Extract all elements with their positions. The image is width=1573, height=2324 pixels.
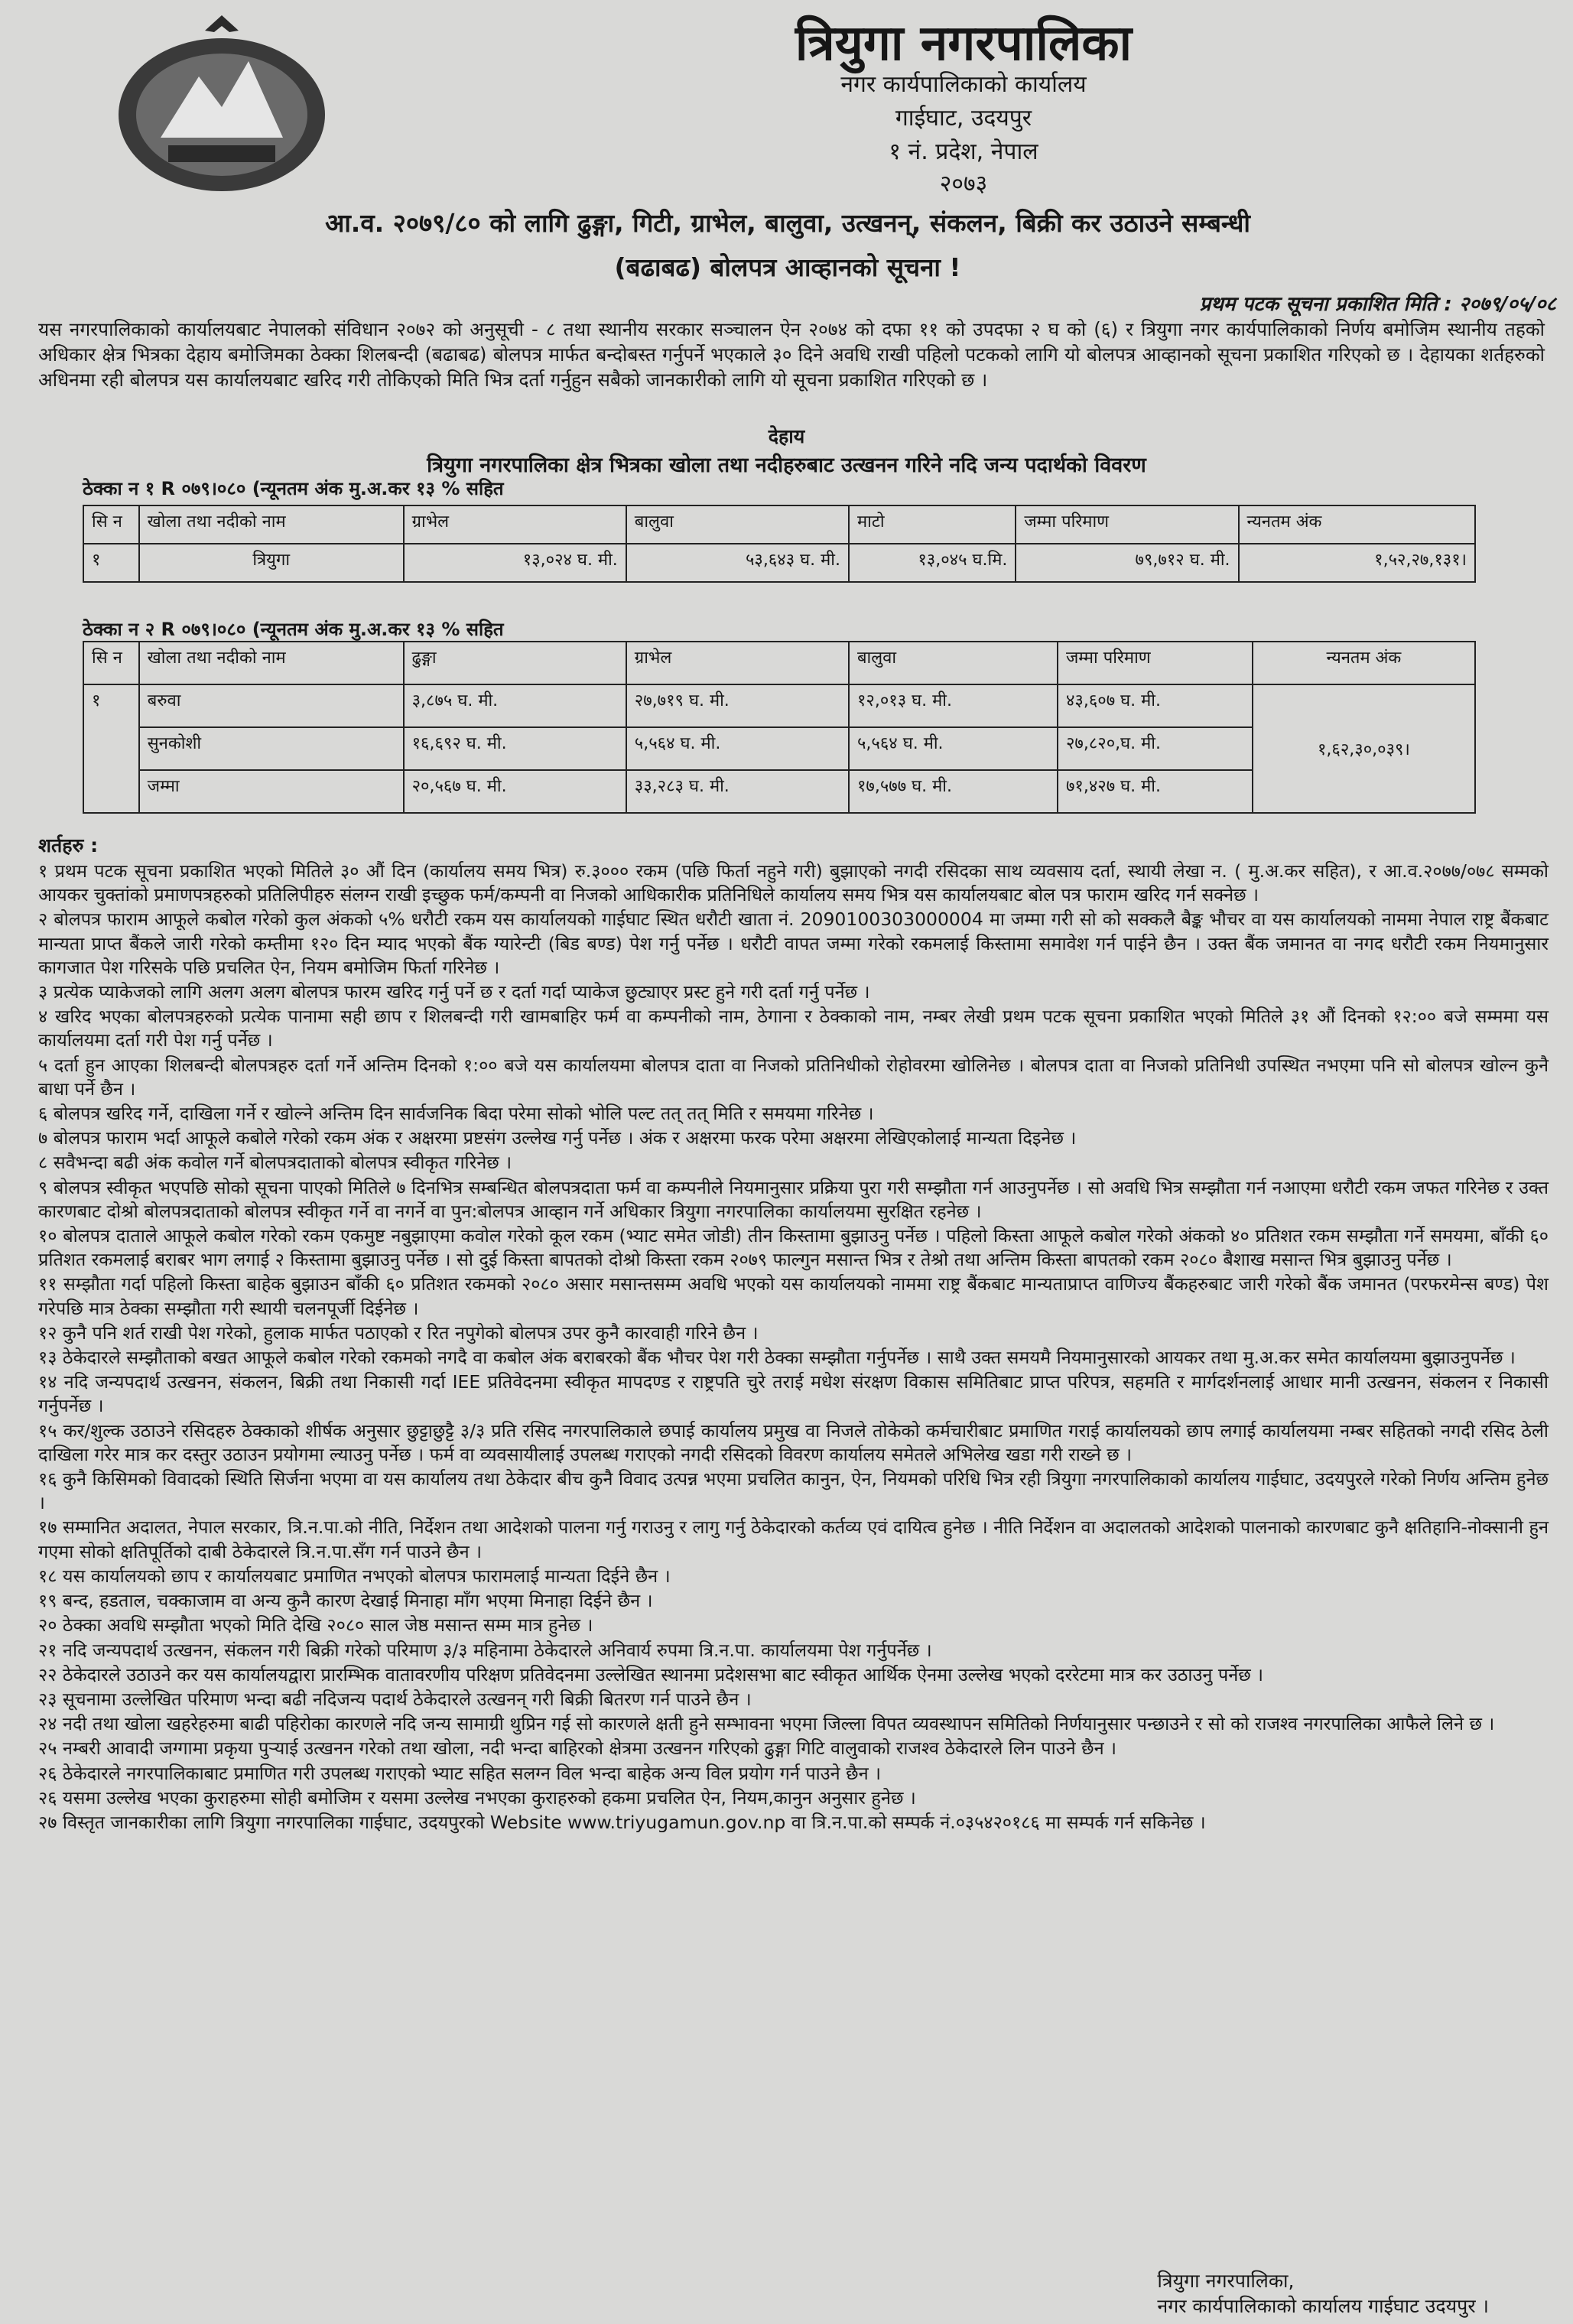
established-year: २०७३: [939, 171, 988, 197]
province-line: १ नं. प्रदेश, नेपाल: [889, 138, 1038, 165]
condition-item: २७ विस्तृत जानकारीका लागि त्रियुगा नगरपालिका गाईघाट, उदयपुरको Website www.triyugamun.gov.np वा त्रि.न.पा.को सम्पर्क नं.०३५४२०१८६ मा सम्पर्क गर्न सकिनेछ ।: [38, 1811, 1206, 1833]
condition-item: २२ ठेकेदारले उठाउने कर यस कार्यालयद्वारा प्रारम्भिक वातावरणीय परिक्षण प्रतिवेदनमा उल्लेखित स्थानमा प्रदेशसभा बाट स्वीकृत आर्थिक ऐनमा उल्लेख भएको दररेटमा मात्र कर उठाउनु पर्नेछ ।: [38, 1663, 1264, 1685]
table-cell: ७१,४२७ घ. मी.: [1058, 770, 1253, 813]
table-header: ग्राभेल: [404, 505, 626, 544]
table-header-row: [83, 505, 1475, 544]
condition-item: २१ नदि जन्यपदार्थ उत्खनन, संकलन गरी बिक्री गरेको परिमाण ३/३ महिनामा ठेकेदारले अनिवार्य रुपमा त्रि.न.पा. कार्यालयमा पेश गर्नुपर्नेछ ।: [38, 1639, 932, 1661]
package-1-table: [83, 505, 1476, 583]
condition-item: १५ कर/शुल्क उठाउने रसिदहरु ठेक्काको शीर्षक अनुसार छुट्टाछुट्टै ३/३ प्रति रसिद नगरपालिकाले छपाई कार्यालय प्रमुख वा निजले तोकेको कर्मचारीबाट प्रमाणित गराई कार्यालयको छाप लगाई कार्यालयमा नम्बर सहितको नगदी रसिद ठेली दाखिला गरेर मात्र कर दस्तुर उठाउन प्रयोगमा ल्याउनु पर्नेछ । फर्म वा व्यवसायीलाई उपलब्ध गराएको नगदी रसिदको विवरण कार्यालय समेतले अभिलेख खडा गरी राख्ने छ ।: [38, 1419, 1549, 1465]
table-header: सि न: [83, 642, 139, 684]
condition-item: २० ठेक्का अवधि सम्झौता भएको मिति देखि २०८० साल जेष्ठ मसान्त सम्म मात्र हुनेछ ।: [38, 1614, 593, 1637]
table-header: सि न: [83, 505, 139, 544]
condition-item: ९ बोलपत्र स्वीकृत भएपछि सोको सूचना पाएको मितिले ७ दिनभित्र सम्बन्धित बोलपत्रदाता फर्म वा कम्पनीले नियमानुसार प्रक्रिया पुरा गरी सम्झौता गर्न आउनुपर्नेछ । सो अवधि भित्र सम्झौता गर्न नआएमा धरौटी रकम जफत गरिनेछ र उक्त कारणबाट दोश्रो बोलपत्रदाताको बोलपत्र स्वीकृत गर्ने वा नगर्ने वा पुन:बोलपत्र आव्हान गर्ने अधिकार त्रियुगा नगरपालिका कार्यालयमा सुरक्षित रहनेछ ।: [38, 1176, 1549, 1222]
condition-item: ५ दर्ता हुन आएका शिलबन्दी बोलपत्रहरु दर्ता गर्ने अन्तिम दिनको १:०० बजे यस कार्यालयमा बोलपत्र दाता वा निजको प्रतिनिधीको रोहोवरमा खोलिनेछ । बोलपत्र दाता वा निजको प्रतिनिधी उपस्थित नभएमा पनि सो बोलपत्र खोल्न कुनै बाधा पर्ने छैन ।: [38, 1054, 1549, 1100]
table-cell: बरुवा: [139, 684, 404, 727]
table-cell: ५,५६४ घ. मी.: [849, 727, 1058, 770]
publication-date: प्रथम पटक सूचना प्रकाशित मिति : २०७९/०५/०८: [1199, 293, 1556, 316]
table-row: [83, 684, 1475, 727]
signoff-line: नगर कार्यपालिकाको कार्यालय गाईघाट उदयपुर ।: [1157, 2295, 1489, 2317]
table-header: बालुवा: [849, 642, 1058, 684]
condition-item: ७ बोलपत्र फाराम भर्दा आफूले कबोले गरेको रकम अंक र अक्षरमा प्रष्टसंग उल्लेख गर्नु पर्नेछ । अंक र अक्षरमा फरक परेमा अक्षरमा लेखिएकोलाई मान्यता दिइनेछ ।: [38, 1127, 1077, 1149]
table-cell: १,५२,२७,१३१।: [1239, 544, 1475, 582]
table-cell: १२,०१३ घ. मी.: [849, 684, 1058, 727]
table-cell: १: [83, 544, 139, 582]
schedule-subtitle: त्रियुगा नगरपालिका क्षेत्र भित्रका खोला तथा नदीहरुबाट उत्खनन गरिने नदि जन्य पदार्थको विवरण: [427, 453, 1146, 477]
table-cell: सुनकोशी: [139, 727, 404, 770]
table-header: जम्मा परिमाण: [1058, 642, 1253, 684]
condition-item: १८ यस कार्यालयको छाप र कार्यालयबाट प्रमाणित नभएको बोलपत्र फारामलाई मान्यता दिईने छैन ।: [38, 1565, 671, 1587]
municipality-title: त्रियुगा नगरपालिका: [795, 15, 1133, 72]
table-header-row: [83, 642, 1475, 684]
package-2-table: [83, 641, 1476, 814]
table-header: ढुङ्गा: [404, 642, 626, 684]
table-cell: २७,७१९ घ. मी.: [626, 684, 849, 727]
condition-item: ३ प्रत्येक प्याकेजको लागि अलग अलग बोलपत्र फारम खरिद गर्नु पर्ने छ र दर्ता गर्दा प्याकेज छुट्याएर प्रस्ट हुने गरी दर्ता गर्नु पर्नेछ ।: [38, 981, 870, 1003]
notice-subtitle: (बढाबढ) बोलपत्र आव्हानको सूचना !: [614, 252, 961, 282]
signoff-line: त्रियुगा नगरपालिका,: [1157, 2270, 1295, 2292]
office-address: गाईघाट, उदयपुर: [895, 105, 1032, 132]
table-cell: १६,६९२ घ. मी.: [404, 727, 626, 770]
conditions-list: [38, 860, 1549, 1835]
condition-item: २ बोलपत्र फाराम आफूले कबोल गरेको कुल अंकको ५% धरौटी रकम यस कार्यालयको गाईघाट स्थित धरौटी खाता नं. 2090100303000004 मा जम्मा गरी सो को सक्कलै बैङ्क भौचर वा यस कार्यालयको नाममा नेपाल राष्ट्र बैंकबाट मान्यता प्राप्त बैंकले जारी गरेको कम्तीमा १२० दिन म्याद भएको बैंक ग्यारेन्टी (बिड बण्ड) पेश गर्नु पर्नेछ । धरौटी वापत जम्मा गरेको रकमलाई किस्तामा समावेश गर्न पाईने छैन । उक्त बैंक जमानत वा नगद धरौटी रकम नियमानुसार कागजात पेश गरिसके पछि प्रचलित ऐन, नियम बमोजिम फिर्ता गरिनेछ ।: [38, 908, 1549, 978]
condition-item: ४ खरिद भएका बोलपत्रहरुको प्रत्येक पानामा सही छाप र शिलबन्दी गरी खामबाहिर फर्म वा कम्पनीको नाम, ठेगाना र ठेक्काको नाम, नम्बर लेखी प्रथम पटक सूचना प्रकाशित भएको मितिले ३१ औं दिनको १२:०० बजे सम्ममा यस कार्यालयमा दर्ता गरी पेश गर्नु पर्नेछ ।: [38, 1006, 1549, 1051]
conditions-heading: शर्तहरु :: [38, 834, 99, 856]
condition-item: १६ कुनै किसिमको विवादको स्थिति सिर्जना भएमा वा यस कार्यालय तथा ठेकेदार बीच कुनै विवाद उत्पन्न भएमा प्रचलित कानुन, ऐन, नियमको परिधि भित्र रही त्रियुगा नगरपालिकाको कार्यालय गाईघाट, उदयपुरले गरेको निर्णय अन्तिम हुनेछ ।: [38, 1468, 1549, 1514]
schedule-label: देहाय: [768, 425, 805, 447]
condition-item: १३ ठेकेदारले सम्झौताको बखत आफूले कबोल गरेको रकमको नगदै वा कबोल अंक बराबरको बैंक भौचर पेश गरी ठेक्का सम्झौता गर्नुपर्नेछ । साथै उक्त समयमै नियमानुसारको आयकर तथा मु.अ.कर समेत कार्यालयमा बुझाउनुपर्नेछ ।: [38, 1347, 1516, 1369]
intro-paragraph: यस नगरपालिकाको कार्यालयबाट नेपालको संविधान २०७२ को अनुसूची - ८ तथा स्थानीय सरकार सञ्चालन ऐन २०७४ को दफा ११ को उपदफा २ घ को (६) र त्रियुगा नगर कार्यपालिकाको निर्णय बमोजिम स्थानीय तहको अधिकार क्षेत्र भित्रका देहाय बमोजिमका ठेक्का शिलबन्दी (बढाबढ) बोलपत्र मार्फत बन्दोबस्त गर्नुपर्ने भएकाले ३० दिने अवधि राखी पहिलो पटकको लागि यो बोलपत्र आव्हानको सूचना प्रकाशित गरिएको छ । देहायका शर्तहरुको अधिनमा रही बोलपत्र यस कार्यालयबाट खरिद गरी तोकिएको मिति भित्र दर्ता गर्नुहुन सबैको जानकारीको लागि यो सूचना प्रकाशित गरिएको छ ।: [38, 318, 1545, 391]
signature-block: [1157, 2268, 1489, 2319]
office-name: नगर कार्यपालिकाको कार्यालय: [840, 71, 1087, 98]
package-2-label: ठेक्का न २ R ०७९।०८० (न्यूनतम अंक मु.अ.कर १३ % सहित: [83, 619, 504, 640]
condition-item: २५ नम्बरी आवादी जग्गामा प्रकृया पुऱ्याई उत्खनन गरेको तथा खोला, नदी भन्दा बाहिरको क्षेत्रमा उत्खनन गरिएको ढुङ्गा गिटि वालुवाको राजश्व ठेकेदारले लिन पाउने छैन ।: [38, 1737, 1116, 1760]
table-cell: १७,५७७ घ. मी.: [849, 770, 1058, 813]
nepal-emblem-icon: [107, 15, 336, 199]
table-header: खोला तथा नदीको नाम: [139, 505, 404, 544]
condition-item: १४ नदि जन्यपदार्थ उत्खनन, संकलन, बिक्री तथा निकासी गर्दा IEE प्रतिवेदनमा स्वीकृत मापदण्ड र राष्ट्रपति चुरे तराई मधेश संरक्षण विकास समितिबाट प्राप्त परिपत्र, सहमति र मार्गदर्शनलाई आधार मानी उत्खनन, संकलन र निकासी गर्नुपर्नेछ ।: [38, 1371, 1549, 1417]
condition-item: १० बोलपत्र दाताले आफूले कबोल गरेको रकम एकमुष्ट नबुझाएमा कवोल गरेको कूल रकम (भ्याट समेत जोडी) तीन किस्तामा बुझाउनु पर्नेछ । पहिलो किस्ता आफूले कबोल गरेको अंकको ४० प्रतिशत रकम सम्झौता गर्ने समयमा, बाँकी ६० प्रतिशत रकमलाई बराबर भाग लगाई २ किस्तामा बुझाउनु पर्नेछ । सो दुई किस्ता बापतको दोश्रो किस्ता रकम २०७९ फाल्गुन मसान्त भित्र र तेश्रो तथा अन्तिम किस्ता बापतको रकम २०८० बैशाख मसान्त भित्र बुझाउनु पर्नेछ ।: [38, 1225, 1549, 1271]
table-header: खोला तथा नदीको नाम: [139, 642, 404, 684]
condition-item: १ प्रथम पटक सूचना प्रकाशित भएको मितिले ३० औं दिन (कार्यालय समय भित्र) रु.३००० रकम (पछि फिर्ता नहुने गरी) बुझाएको नगदी रसिदका साथ व्यवसाय दर्ता, स्थायी लेखा न. ( मु.अ.कर सहित), र आ.व.२०७७/०७८ सम्मको आयकर चुक्तांको प्रमाणपत्रहरुको प्रतिलिपीहरु संलग्न राखी इच्छुक फर्म/कम्पनी वा निजको आधिकारीक प्रतिनिधिले कार्यालय समय भित्र यस कार्यालयबाट बोल पत्र फाराम खरिद गर्न सक्नेछ ।: [38, 860, 1549, 906]
notice-title: आ.व. २०७९/८० को लागि ढुङ्गा, गिटी, ग्राभेल, बालुवा, उत्खनन्, संकलन, बिक्री कर उठाउने सम्बन्धी: [325, 208, 1250, 238]
table-cell: १३,०४५ घ.मि.: [849, 544, 1016, 582]
table-cell: १,६२,३०,०३९।: [1253, 684, 1475, 813]
condition-item: २३ सूचनामा उल्लेखित परिमाण भन्दा बढी नदिजन्य पदार्थ ठेकेदारले उत्खनन् गरी बिक्री बितरण गर्न पाउने छैन ।: [38, 1688, 752, 1710]
table-header: न्यनतम अंक: [1253, 642, 1475, 684]
table-cell: ३३,२८३ घ. मी.: [626, 770, 849, 813]
condition-item: २६ यसमा उल्लेख भएका कुराहरुमा सोही बमोजिम र यसमा उल्लेख नभएका कुराहरुको हकमा प्रचलित ऐन, नियम,कानुन अनुसार हुनेछ ।: [38, 1786, 916, 1809]
condition-item: २६ ठेकेदारले नगरपालिकाबाट प्रमाणित गरी उपलब्ध गराएको भ्याट सहित सलग्न विल भन्दा बाहेक अन्य विल प्रयोग गर्न पाउने छैन ।: [38, 1762, 882, 1784]
table-header: बालुवा: [626, 505, 849, 544]
table-cell: ३,८७५ घ. मी.: [404, 684, 626, 727]
table-cell: १३,०२४ घ. मी.: [404, 544, 626, 582]
table-header: माटो: [849, 505, 1016, 544]
package-1-label: ठेक्का न १ R ०७९।०८० (न्यूनतम अंक मु.अ.कर १३ % सहित: [83, 478, 504, 499]
table-header: न्यनतम अंक: [1239, 505, 1475, 544]
table-header: जम्मा परिमाण: [1016, 505, 1238, 544]
condition-item: ११ सम्झौता गर्दा पहिलो किस्ता बाहेक बुझाउन बाँकी ६० प्रतिशत रकमको २०८० असार मसान्तसम्म अवधि भएको यस कार्यालयको नाममा राष्ट्र बैंकबाट मान्यताप्राप्त वाणिज्य बैंकहरुबाट जारी गरेको बैंक जमानत (परफरमेन्स बण्ड) पेश गरेपछि मात्र ठेक्का सम्झौता गरी स्थायी चलनपूर्जी दिईनेछ ।: [38, 1273, 1549, 1319]
table-cell: ५,५६४ घ. मी.: [626, 727, 849, 770]
condition-item: ६ बोलपत्र खरिद गर्ने, दाखिला गर्ने र खोल्ने अन्तिम दिन सार्वजनिक बिदा परेमा सोको भोलि पल्ट तत् तत् मिति र समयमा गरिनेछ ।: [38, 1103, 874, 1125]
table-cell: ४३,६०७ घ. मी.: [1058, 684, 1253, 727]
table-cell: ५३,६४३ घ. मी.: [626, 544, 849, 582]
table-cell: २७,८२०,घ. मी.: [1058, 727, 1253, 770]
table-cell: जम्मा: [139, 770, 404, 813]
condition-item: २४ नदी तथा खोला खहरेहरुमा बाढी पहिरोका कारणले नदि जन्य सामाग्री थुप्रिन गई सो कारणले क्षती हुने सम्भावना भएमा जिल्ला विपत व्यवस्थापन समितिको निर्णयानुसार पन्छाउने र सो को राजश्व नगरपालिका आफैले लिने छ ।: [38, 1713, 1495, 1735]
table-cell: ७९,७१२ घ. मी.: [1016, 544, 1238, 582]
table-header: ग्राभेल: [626, 642, 849, 684]
table-cell: २०,५६७ घ. मी.: [404, 770, 626, 813]
condition-item: १७ सम्मानित अदालत, नेपाल सरकार, त्रि.न.पा.को नीति, निर्देशन तथा आदेशको पालना गर्नु गराउनु र लागु गर्नु ठेकेदारको कर्तव्य एवं दायित्व हुनेछ । नीति निर्देशन वा अदालतको आदेशको पालनाको कारणबाट कुनै क्षतिहानि-नोक्सानी हुन गएमा सोको क्षतिपूर्तिको दाबी ठेकेदारले त्रि.न.पा.सँग गर्न पाउने छैन ।: [38, 1516, 1549, 1562]
table-cell: त्रियुगा: [139, 544, 404, 582]
condition-item: ८ सवैभन्दा बढी अंक कवोल गर्ने बोलपत्रदाताको बोलपत्र स्वीकृत गरिनेछ ।: [38, 1152, 512, 1174]
condition-item: १९ बन्द, हडताल, चक्काजाम वा अन्य कुनै कारण देखाई मिनाहा माँग भएमा मिनाहा दिईने छैन ।: [38, 1590, 653, 1612]
table-cell: १: [83, 684, 139, 813]
condition-item: १२ कुनै पनि शर्त राखी पेश गरेको, हुलाक मार्फत पठाएको र रित नपुगेको बोलपत्र उपर कुनै कारवाही गरिने छैन ।: [38, 1321, 759, 1344]
table-row: [83, 544, 1475, 582]
